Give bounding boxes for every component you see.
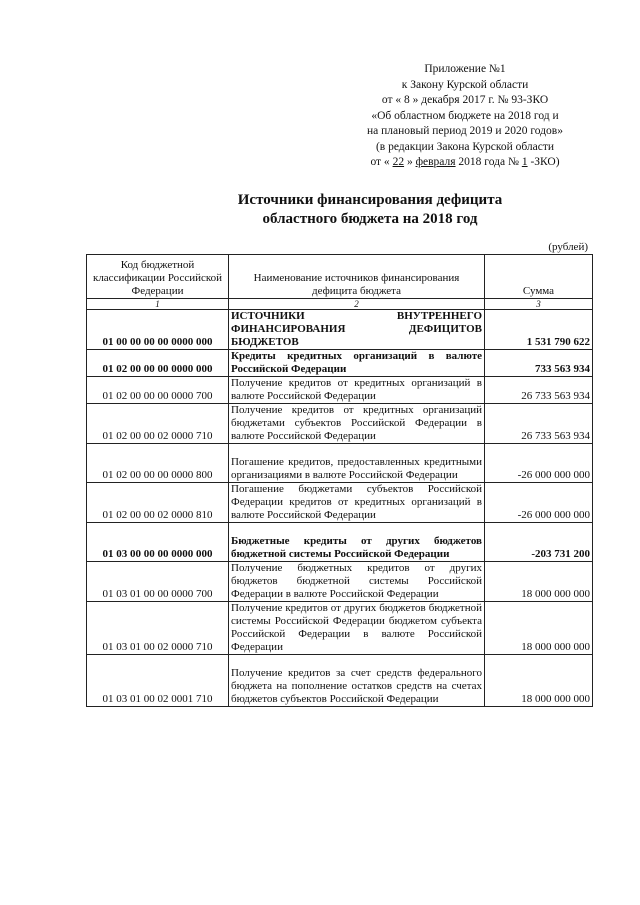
annex-line-amendment xyxy=(330,155,600,171)
row-sum: 18 000 000 000 xyxy=(485,562,593,602)
annex-header xyxy=(330,62,600,171)
row-sum: 1 531 790 622 xyxy=(485,310,593,350)
row-sum: 26 733 563 934 xyxy=(485,377,593,404)
row-name: Бюджетные кредиты от других бюджетов бюджетной системы Российской Федерации xyxy=(229,523,485,562)
row-name: Получение кредитов от кредитных организаций в валюте Российской Федерации xyxy=(229,377,485,404)
table-row xyxy=(87,377,593,404)
row-sum: -203 731 200 xyxy=(485,523,593,562)
units-label: (рублей) xyxy=(548,241,588,253)
header-sum: Сумма xyxy=(485,255,593,299)
row-code: 01 03 01 00 00 0000 700 xyxy=(87,562,229,602)
table-row xyxy=(87,350,593,377)
row-code: 01 00 00 00 00 0000 000 xyxy=(87,310,229,350)
row-code: 01 02 00 00 00 0000 700 xyxy=(87,377,229,404)
table-row xyxy=(87,310,593,350)
table-row xyxy=(87,523,593,562)
annex-text: -ЗКО) xyxy=(527,156,560,168)
table-row xyxy=(87,483,593,523)
row-code: 01 02 00 00 00 0000 800 xyxy=(87,444,229,483)
annex-line: (в редакции Закона Курской области xyxy=(375,140,555,153)
annex-line: Приложение №1 xyxy=(424,63,506,75)
title-line: областного бюджета на 2018 год xyxy=(262,211,478,227)
financing-sources-table xyxy=(86,254,593,707)
table-row xyxy=(87,655,593,707)
annex-line: от « 8 » декабря 2017 г. № 93-ЗКО xyxy=(381,94,549,106)
annex-line: к Закону Курской области xyxy=(401,78,529,91)
annex-text: » xyxy=(404,156,416,168)
row-code: 01 02 00 00 02 0000 810 xyxy=(87,483,229,523)
row-code: 01 03 01 00 02 0000 710 xyxy=(87,602,229,655)
column-number: 3 xyxy=(485,299,593,310)
annex-text: 2018 года № xyxy=(455,156,522,168)
row-sum: -26 000 000 000 xyxy=(485,444,593,483)
row-name: Получение кредитов от кредитных организаций бюджетами субъектов Российской Федерации в валюте Российской Федерации xyxy=(229,404,485,444)
row-sum: -26 000 000 000 xyxy=(485,483,593,523)
annex-line: «Об областном бюджете на 2018 год и xyxy=(371,109,559,122)
row-name: Получение кредитов от других бюджетов бюджетной системы Российской Федерации бюджетом субъекта Российской Федерации в валюте Российской Федерации xyxy=(229,602,485,655)
row-sum: 18 000 000 000 xyxy=(485,655,593,707)
row-sum: 733 563 934 xyxy=(485,350,593,377)
table-row xyxy=(87,562,593,602)
row-name: Погашение бюджетами субъектов Российской Федерации кредитов от кредитных организаций в валюте Российской Федерации xyxy=(229,483,485,523)
column-number: 2 xyxy=(229,299,485,310)
annex-line: на плановый период 2019 и 2020 годов» xyxy=(367,125,563,137)
title-line: Источники финансирования дефицита xyxy=(237,192,503,208)
document-title xyxy=(150,191,590,229)
annex-day: 22 xyxy=(392,156,405,168)
row-code: 01 02 00 00 02 0000 710 xyxy=(87,404,229,444)
row-name: Погашение кредитов, предоставленных кредитными организациями в валюте Российской Федерации xyxy=(229,444,485,483)
row-sum: 18 000 000 000 xyxy=(485,602,593,655)
row-name: Получение кредитов за счет средств федерального бюджета на пополнение остатков средств на счетах бюджетов субъектов Российской Федерации xyxy=(229,655,485,707)
column-number-row xyxy=(87,299,593,310)
row-name: Получение бюджетных кредитов от других бюджетов бюджетной системы Российской Федерации в валюте Российской Федерации xyxy=(229,562,485,602)
row-sum: 26 733 563 934 xyxy=(485,404,593,444)
row-code: 01 03 00 00 00 0000 000 xyxy=(87,523,229,562)
row-name: ИСТОЧНИКИ ВНУТРЕННЕГО ФИНАНСИРОВАНИЯ ДЕФИЦИТОВ БЮДЖЕТОВ xyxy=(229,310,485,350)
table-header-row xyxy=(87,255,593,299)
table-row xyxy=(87,444,593,483)
row-code: 01 03 01 00 02 0001 710 xyxy=(87,655,229,707)
annex-month: февраля xyxy=(415,156,456,168)
row-name: Кредиты кредитных организаций в валюте Российской Федерации xyxy=(229,350,485,377)
table-row xyxy=(87,404,593,444)
column-number: 1 xyxy=(87,299,229,310)
row-code: 01 02 00 00 00 0000 000 xyxy=(87,350,229,377)
header-name: Наименование источников финансирования дефицита бюджета xyxy=(229,255,485,299)
annex-number: 1 xyxy=(521,156,528,168)
annex-text: от « xyxy=(370,156,393,168)
table-row xyxy=(87,602,593,655)
header-code: Код бюджетной классификации Российской Федерации xyxy=(87,255,229,299)
